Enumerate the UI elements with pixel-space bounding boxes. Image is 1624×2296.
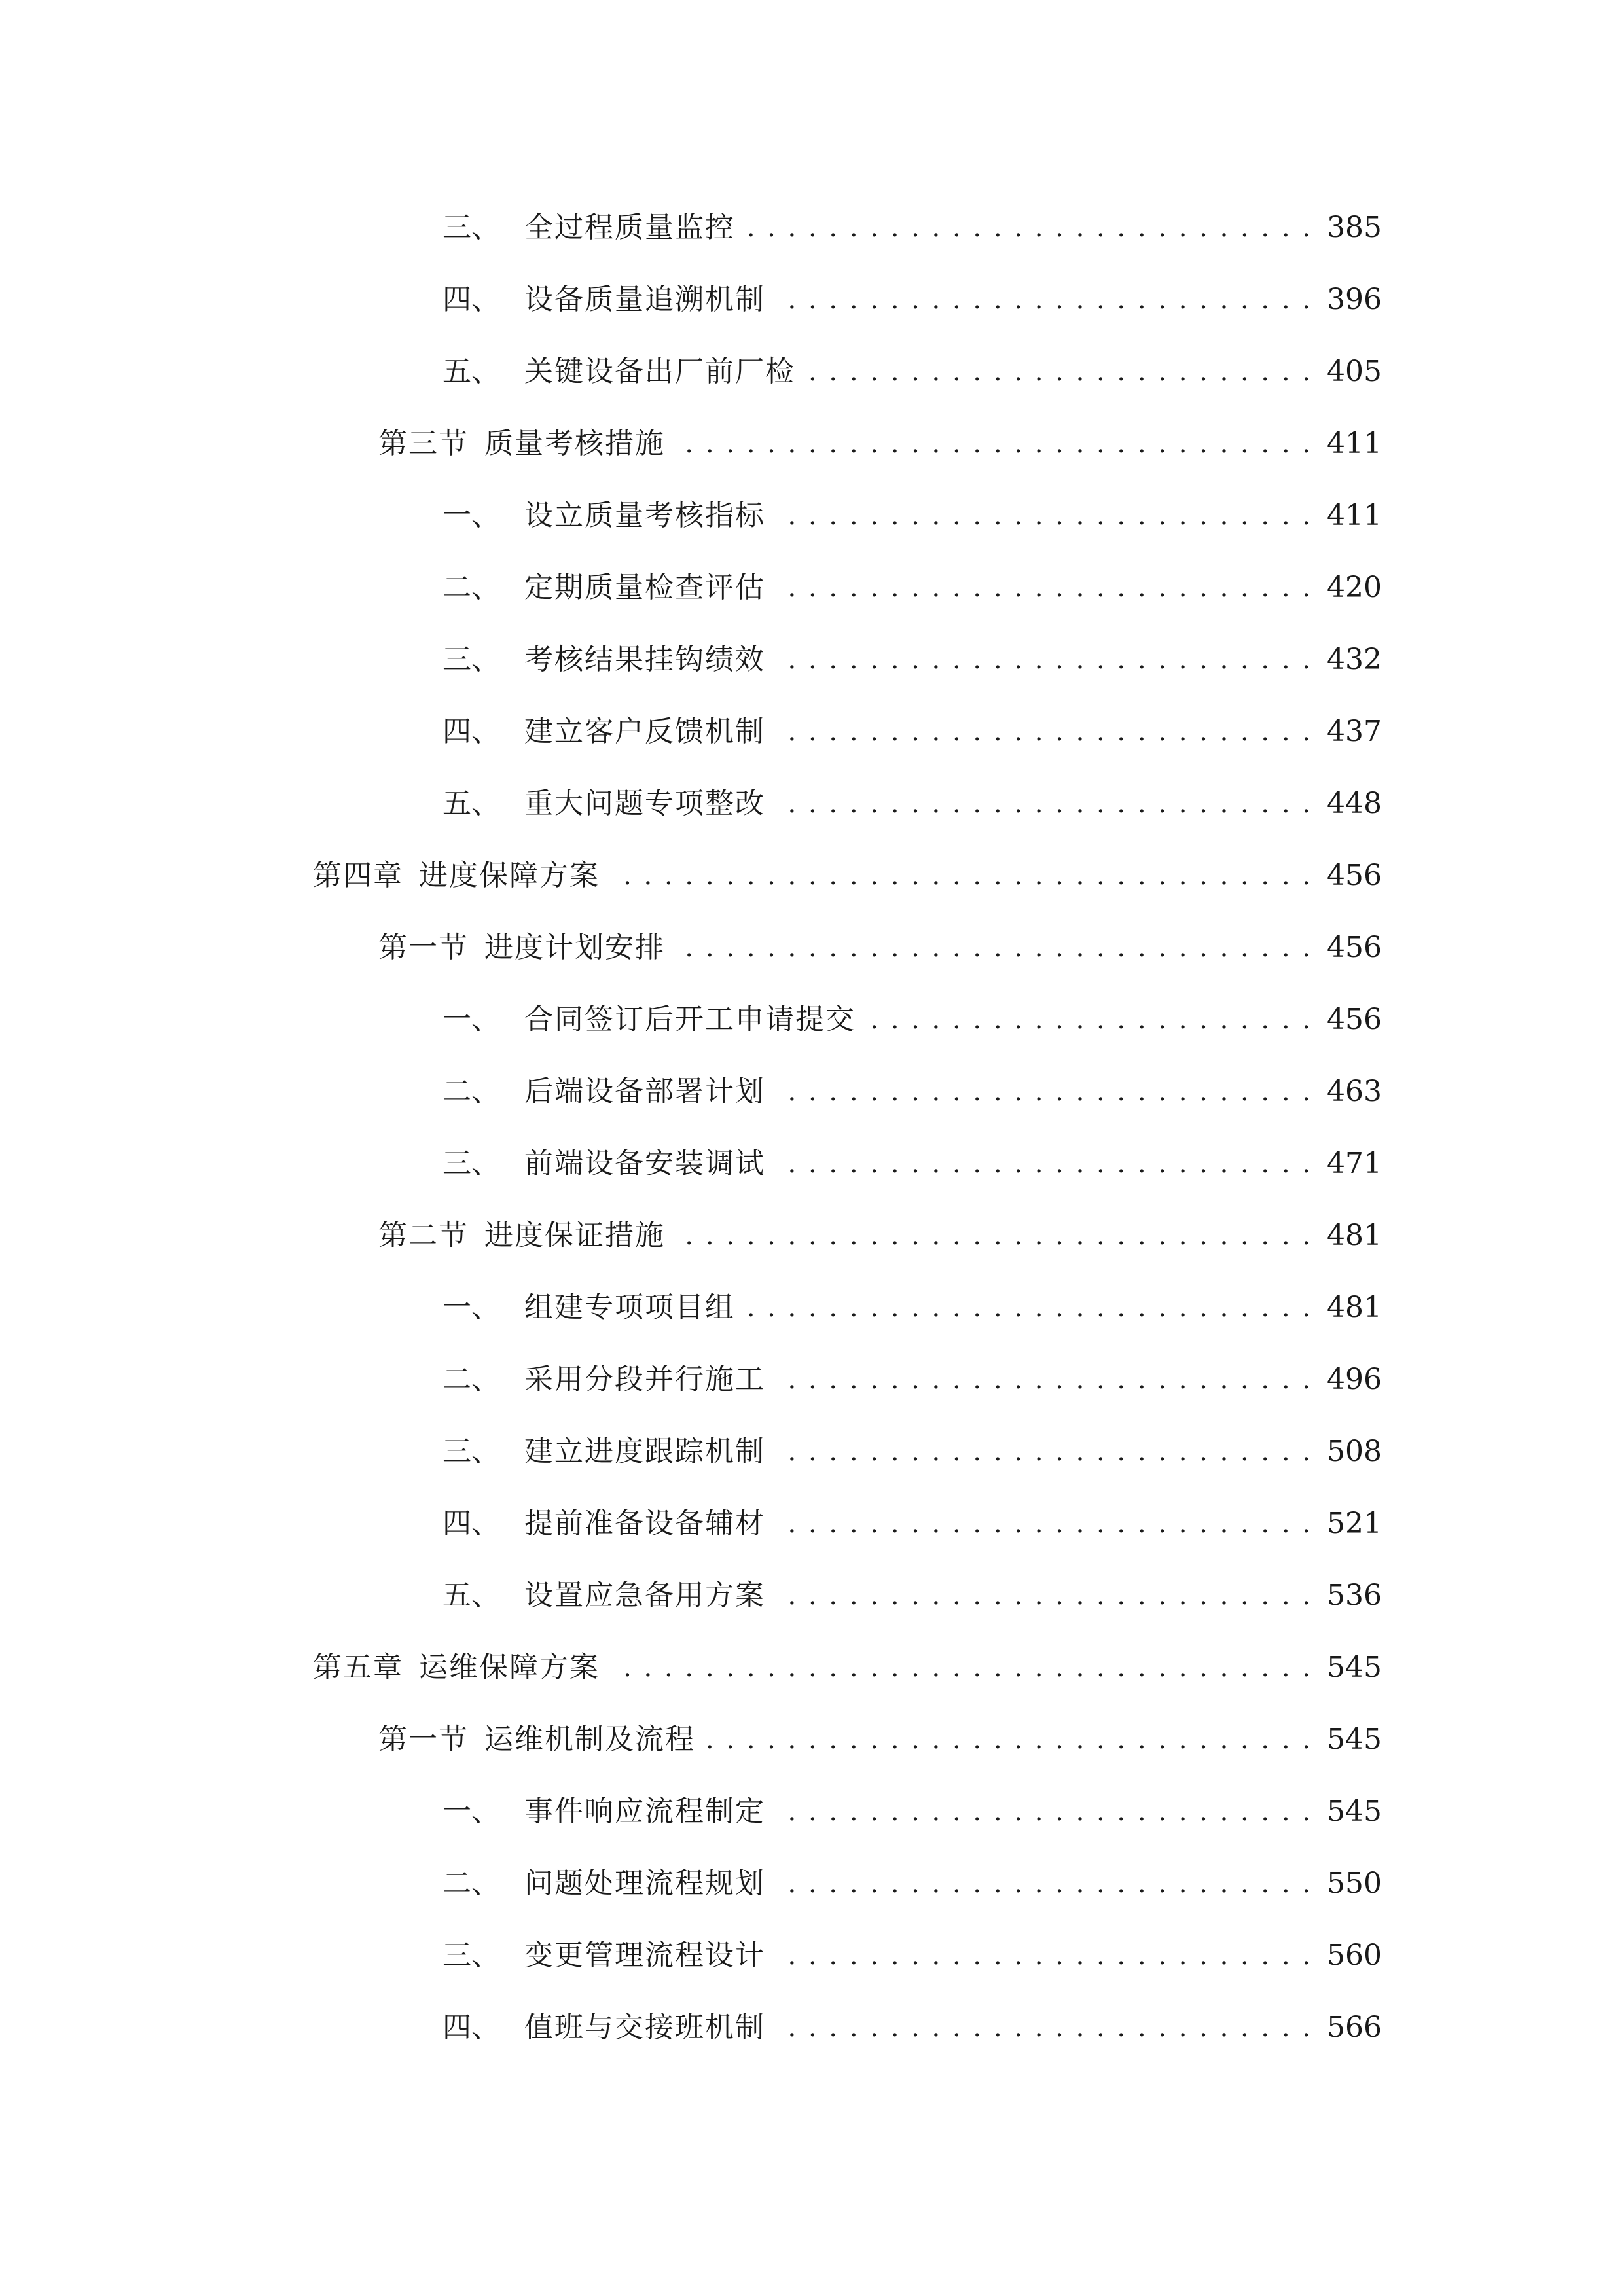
toc-entry-title: 后端设备部署计划 <box>524 1075 765 1108</box>
toc-entry-title: 设备质量追溯机制 <box>524 283 765 316</box>
toc-entry-number: 第二节 <box>378 1219 469 1252</box>
toc-dot-leader <box>774 634 1312 686</box>
toc-entry-page: 456 <box>1327 859 1382 892</box>
toc-dot-leader <box>774 706 1312 758</box>
toc-entry-title: 关键设备出厂前厂检 <box>524 355 795 388</box>
toc-entry-title: 设置应急备用方案 <box>524 1579 765 1612</box>
toc-entry[interactable] <box>442 490 1382 542</box>
toc-entry-page: 545 <box>1327 1795 1382 1828</box>
toc-entry-number: 三、 <box>442 1147 500 1180</box>
toc-entry-page: 545 <box>1327 1723 1382 1756</box>
toc-entry-number: 第一节 <box>378 931 469 964</box>
toc-entry-page: 508 <box>1327 1435 1382 1468</box>
toc-dot-leader <box>744 1282 1312 1334</box>
toc-entry-number: 第五章 <box>313 1651 403 1684</box>
toc-entry[interactable] <box>442 1929 1382 1982</box>
toc-entry-number: 四、 <box>442 1507 500 1540</box>
toc-entry-number: 五、 <box>442 1579 500 1612</box>
toc-dot-leader <box>674 922 1312 974</box>
toc-entry[interactable] <box>442 1498 1382 1550</box>
toc-entry-page: 396 <box>1327 283 1382 316</box>
toc-entry-title: 设立质量考核指标 <box>524 499 765 532</box>
toc-entry-number: 三、 <box>442 1435 500 1468</box>
toc-entry-number: 五、 <box>442 787 500 820</box>
toc-entry-page: 420 <box>1327 571 1382 604</box>
toc-entry-page: 521 <box>1327 1507 1382 1540</box>
toc-entry[interactable] <box>442 1354 1382 1406</box>
toc-entry-number: 一、 <box>442 499 500 532</box>
toc-entry-title: 提前准备设备辅材 <box>524 1507 765 1540</box>
toc-entry-title: 合同签订后开工申请提交 <box>524 1003 856 1036</box>
toc-entry-page: 560 <box>1327 1939 1382 1972</box>
toc-entry-number: 第四章 <box>313 859 403 892</box>
toc-entry-number: 四、 <box>442 2011 500 2044</box>
toc-entry-title: 重大问题专项整改 <box>524 787 765 820</box>
toc-entry-page: 456 <box>1327 1003 1382 1036</box>
toc-dot-leader <box>774 1066 1312 1118</box>
toc-dot-leader <box>609 850 1312 902</box>
toc-dot-leader <box>774 1857 1312 1910</box>
toc-entry-title: 建立客户反馈机制 <box>524 715 765 748</box>
toc-dot-leader <box>774 274 1312 326</box>
toc-dot-leader <box>744 202 1312 254</box>
toc-entry-page: 496 <box>1327 1363 1382 1396</box>
toc-entry-title: 前端设备安装调试 <box>524 1147 765 1180</box>
toc-entry-page: 456 <box>1327 931 1382 964</box>
toc-entry-page: 566 <box>1327 2011 1382 2044</box>
toc-entry-number: 五、 <box>442 355 500 388</box>
toc-entry[interactable] <box>442 1426 1382 1478</box>
toc-entry-number: 第三节 <box>378 427 469 460</box>
toc-dot-leader <box>774 1354 1312 1406</box>
toc-entry[interactable] <box>442 1066 1382 1118</box>
toc-entry-number: 二、 <box>442 571 500 604</box>
toc-dot-leader <box>774 1929 1312 1982</box>
toc-entry-number: 四、 <box>442 715 500 748</box>
toc-entry-title: 变更管理流程设计 <box>524 1939 765 1972</box>
toc-entry[interactable] <box>442 1138 1382 1190</box>
toc-dot-leader <box>704 1713 1312 1766</box>
toc-entry-page: 411 <box>1327 499 1382 532</box>
toc-entry-title: 定期质量检查评估 <box>524 571 765 604</box>
toc-entry-page: 471 <box>1327 1147 1382 1180</box>
toc-entry-page: 432 <box>1327 643 1382 676</box>
toc-entry[interactable] <box>442 778 1382 830</box>
toc-entry-page: 536 <box>1327 1579 1382 1612</box>
toc-dot-leader <box>804 346 1312 398</box>
toc-entry-number: 三、 <box>442 1939 500 1972</box>
toc-entry-number: 二、 <box>442 1867 500 1900</box>
toc-entry[interactable] <box>313 850 1382 902</box>
toc-dot-leader <box>774 1426 1312 1478</box>
toc-dot-leader <box>774 1138 1312 1190</box>
toc-entry-title: 运维机制及流程 <box>484 1723 695 1756</box>
toc-dot-leader <box>609 1641 1312 1694</box>
toc-entry[interactable] <box>378 922 1382 974</box>
toc-entry-number: 二、 <box>442 1363 500 1396</box>
toc-entry-title: 进度保障方案 <box>419 859 600 892</box>
toc-dot-leader <box>774 778 1312 830</box>
toc-dot-leader <box>774 490 1312 542</box>
toc-dot-leader <box>865 994 1312 1046</box>
toc-entry-page: 385 <box>1327 211 1382 244</box>
toc-dot-leader <box>674 1210 1312 1262</box>
toc-entry[interactable] <box>378 1210 1382 1262</box>
toc-entry[interactable] <box>378 1713 1382 1766</box>
toc-entry-page: 405 <box>1327 355 1382 388</box>
toc-entry-number: 第一节 <box>378 1723 469 1756</box>
toc-entry-title: 事件响应流程制定 <box>524 1795 765 1828</box>
toc-entry-title: 运维保障方案 <box>419 1651 600 1684</box>
toc-entry[interactable] <box>313 1641 1382 1694</box>
toc-entry[interactable] <box>442 274 1382 326</box>
toc-entry-title: 进度保证措施 <box>484 1219 665 1252</box>
toc-entry[interactable] <box>378 418 1382 470</box>
toc-entry-number: 四、 <box>442 283 500 316</box>
toc-entry[interactable] <box>442 1282 1382 1334</box>
toc-entry[interactable] <box>442 1785 1382 1838</box>
toc-entry-page: 550 <box>1327 1867 1382 1900</box>
toc-entry-page: 448 <box>1327 787 1382 820</box>
toc-entry-page: 545 <box>1327 1651 1382 1684</box>
toc-entry-number: 三、 <box>442 211 500 244</box>
toc-entry-page: 481 <box>1327 1219 1382 1252</box>
toc-entry[interactable] <box>442 994 1382 1046</box>
toc-entry-page: 481 <box>1327 1291 1382 1324</box>
toc-entry[interactable] <box>442 2001 1382 2054</box>
toc-entry[interactable] <box>442 346 1382 398</box>
toc-entry[interactable] <box>442 706 1382 758</box>
toc-entry-number: 一、 <box>442 1795 500 1828</box>
toc-entry[interactable] <box>442 562 1382 614</box>
toc-entry-number: 一、 <box>442 1003 500 1036</box>
toc-entry-page: 463 <box>1327 1075 1382 1108</box>
toc-entry-title: 质量考核措施 <box>484 427 665 460</box>
toc-dot-leader <box>774 562 1312 614</box>
toc-entry-page: 437 <box>1327 715 1382 748</box>
toc-entry[interactable] <box>442 634 1382 686</box>
toc-dot-leader <box>774 2001 1312 2054</box>
toc-dot-leader <box>774 1785 1312 1838</box>
toc-entry-title: 考核结果挂钩绩效 <box>524 643 765 676</box>
toc-entry-title: 组建专项项目组 <box>524 1291 735 1324</box>
toc-entry-title: 建立进度跟踪机制 <box>524 1435 765 1468</box>
toc-dot-leader <box>774 1570 1312 1622</box>
toc-entry[interactable] <box>442 1857 1382 1910</box>
toc-dot-leader <box>774 1498 1312 1550</box>
toc-entry-title: 全过程质量监控 <box>524 211 735 244</box>
toc-entry-title: 问题处理流程规划 <box>524 1867 765 1900</box>
toc-entry-number: 二、 <box>442 1075 500 1108</box>
toc-dot-leader <box>674 418 1312 470</box>
toc-entry-title: 值班与交接班机制 <box>524 2011 765 2044</box>
toc-entry-title: 进度计划安排 <box>484 931 665 964</box>
toc-entry-number: 一、 <box>442 1291 500 1324</box>
toc-entry-number: 三、 <box>442 643 500 676</box>
toc-entry[interactable] <box>442 1570 1382 1622</box>
toc-entry-page: 411 <box>1327 427 1382 460</box>
toc-entry-title: 采用分段并行施工 <box>524 1363 765 1396</box>
toc-entry[interactable] <box>442 202 1382 254</box>
